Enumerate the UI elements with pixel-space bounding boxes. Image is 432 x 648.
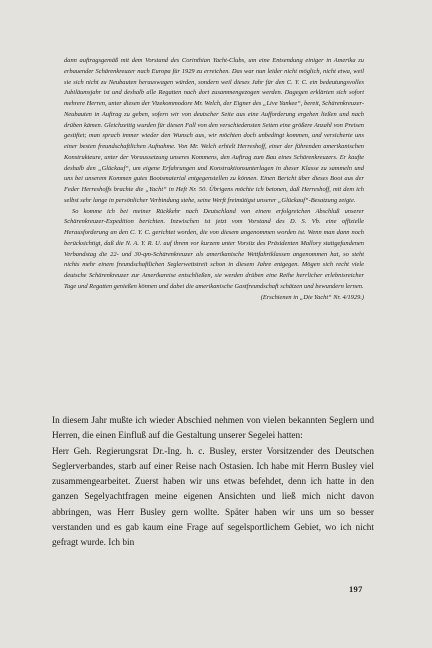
quoted-article bbox=[64, 56, 364, 303]
quote-paragraph-2: So komme ich bei meiner Rückkehr nach Deutschland von einem erfolgreichen Abschluß unserer Schärenkreuzer-Expedition berichten. Inzwischen ist jetzt vom Vorstand des D. S. Vb. eine offizielle Herausforderung an den C. Y. C. gerichtet worden, die von diesem angenommen worden ist. Wenn man dann noch berücksichtigt, daß die N. A. Y. R. U. auf ihrem vor kurzem unter Vorsitz des Präsidenten Mallory stattgefundenen Verbandstag die 22- und 30-qm-Schärenkreuzer als amerikanische Wettfahrtklassen angenommen hat, so steht nichts mehr einem freundschaftlichen Seglerwettstreit schon in diesem Jahre entgegen. Mögen sich recht viele deutsche Schärenkreuzer zur Amerikareise entschließen, sie werden drüben eine Reihe herrlicher erlebnisreicher Tage und Regatten genießen können und dabei die amerikanische Gastfreundschaft schätzen und bewundern lernen. bbox=[64, 207, 364, 290]
body-paragraph-2: Herr Geh. Regierungsrat Dr.-Ing. h. c. Busley, erster Vorsitzender des Deutschen Seglerverbandes, starb auf einer Reise nach Ostasien. Ich habe mit Herrn Busley viel zusammengearbeitet. Zuerst haben wir uns etwas befehdet, denn ich hatte in den ganzen Segelyachtfragen meine eigenen Ansichten und ließ mich nicht davon abbringen, was Herr Busley gern wollte. Später haben wir uns um so besser verstanden und es gab kaum eine Frage auf segelsportlichem Gebiet, wo ich nicht gefragt wurde. Ich bin bbox=[52, 446, 374, 549]
page-number: 197 bbox=[349, 584, 363, 594]
quote-source: (Erschienen in „Die Yacht“ Nr. 4/1929.) bbox=[260, 293, 364, 301]
body-text bbox=[52, 414, 374, 552]
quote-paragraph-1: dann auftragsgemäß mit dem Vorstand des Corinthian Yacht-Clubs, um eine Entsendung einiger in Amerika zu erbauender Schärenkreuzer nach Europa für 1929 zu erreichen. Das war nun leider nicht möglich, nicht etwa, weil sie sich nicht zu Neubauten herauswagen würden, sondern weil dieses Jahr für den C. Y. C. ein bedeutungsvolles Jubiläumsjahr ist und deshalb alle Regatten nach dort zusammengezogen werden. Dagegen erklärten sich sofort mehrere Herren, unter diesen der Vizekommodore Mr. Welch, der Eigner des „Live Yankee“, bereit, Schärenkreuzer-Neubauten in Auftrag zu geben, sofern wir von deutscher Seite aus eine Aufforderung ergehen ließen und nach drüben kämen. Gleichzeitig wurden für diesen Fall von den verschiedensten Seiten eine größere Anzahl von Preisen gestiftet; man sprach immer wieder den Wunsch aus, wir möchten doch unbedingt kommen, und versicherte uns einer besten freundschaftlichen Aufnahme. Von Mr. Welch erhielt Herreshoff, einer der führenden amerikanischen Konstrukteure, unter der Voraussetzung unseres Kommens, den Auftrag zum Bau eines Schärenkreuzers. Er kaufte deshalb den „Glückauf“, um eigene Erfahrungen und Konstruktionsunterlagen in dieser Klasse zu sammeln und uns bei unserem Kommen gutes Bootsmaterial entgegenstellen zu können. Einen Bericht über dieses Boot aus der Feder Herreshoffs brachte die „Yacht“ in Heft Nr. 50. Übrigens möchte ich betonen, daß Herreshoff, mit dem ich selbst sehr lange in persönlicher Verbindung stehe, seine Werft freimütigst unserer „Glückauf“-Besatzung zeigte. bbox=[64, 57, 364, 204]
body-paragraph-1: In diesem Jahr mußte ich wieder Abschied nehmen von vielen bekannten Seglern und Herren, die einen Einfluß auf die Gestaltung unserer Segelei hatten: bbox=[52, 416, 374, 442]
